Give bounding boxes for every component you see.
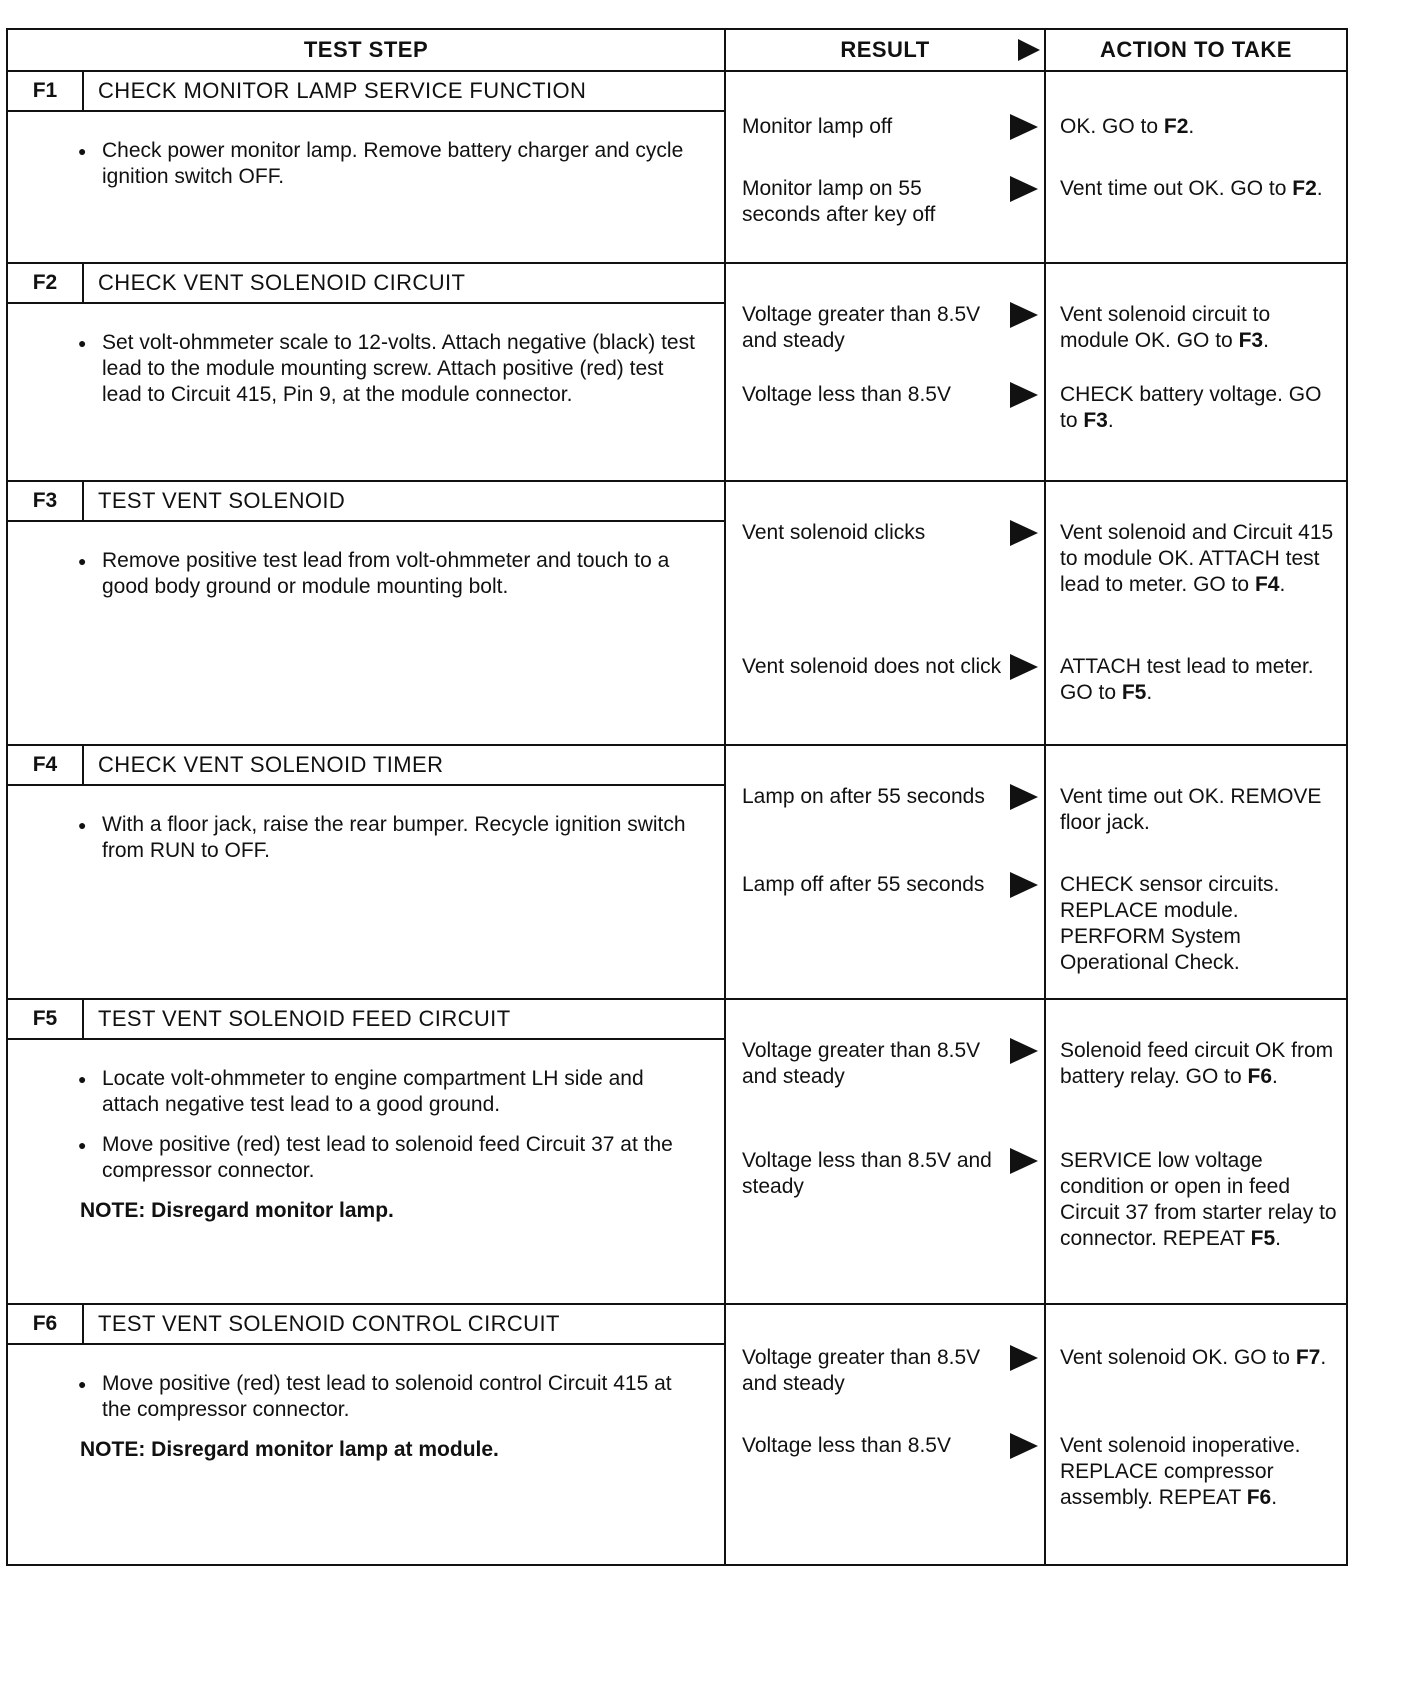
step-id: F3 — [8, 482, 84, 520]
result-item — [742, 176, 1004, 228]
action-item — [1060, 1148, 1340, 1252]
step-header — [8, 72, 724, 112]
arrow-right-icon — [1010, 114, 1038, 140]
goto-step: F2 — [1163, 115, 1189, 138]
action-item — [1060, 784, 1340, 836]
result-item — [742, 382, 1004, 408]
test-step-cell — [7, 1304, 725, 1565]
header-result-label: RESULT — [840, 37, 930, 62]
goto-step: F7 — [1295, 1346, 1321, 1369]
action-item — [1060, 1433, 1340, 1511]
arrow-right-icon — [1010, 520, 1038, 546]
action-cell — [1045, 1304, 1347, 1565]
action-text: CHECK sensor circuits. REPLACE module. PERFORM System Operational Check. — [1060, 873, 1280, 974]
step-instruction: ● Remove positive test lead from volt-ohmmeter and touch to a good body ground or module mounting bolt. — [102, 548, 706, 600]
step-title: CHECK VENT SOLENOID CIRCUIT — [98, 270, 466, 295]
table-row — [7, 481, 1347, 745]
table-row — [7, 1304, 1347, 1565]
step-body — [8, 1345, 724, 1483]
action-text: Vent time out OK. REMOVE floor jack. — [1060, 785, 1322, 834]
step-body — [8, 112, 724, 224]
step-note: NOTE: Disregard monitor lamp. — [80, 1199, 394, 1222]
result-text: Monitor lamp off — [742, 115, 893, 138]
result-text: Lamp off after 55 seconds — [742, 873, 985, 896]
step-id: F6 — [8, 1305, 84, 1343]
result-cell — [725, 71, 1045, 263]
header-test-step: TEST STEP — [7, 29, 725, 71]
action-cell — [1045, 745, 1347, 999]
goto-step: F4 — [1254, 573, 1280, 596]
step-body — [8, 1040, 724, 1244]
result-item — [742, 872, 1004, 898]
arrow-right-icon — [1010, 382, 1038, 408]
result-item — [742, 1148, 1004, 1200]
action-item — [1060, 1345, 1340, 1371]
step-header — [8, 1000, 724, 1040]
step-body — [8, 304, 724, 442]
result-item — [742, 1433, 1004, 1459]
diagnostic-table-page — [6, 28, 1346, 1566]
action-text: Solenoid feed circuit OK from battery relay. GO to — [1060, 1039, 1334, 1088]
step-instruction: ● Move positive (red) test lead to solenoid control Circuit 415 at the compressor connector. — [102, 1371, 706, 1423]
step-header — [8, 482, 724, 522]
action-tail: . — [1279, 573, 1286, 596]
step-title: CHECK VENT SOLENOID TIMER — [98, 752, 444, 777]
action-tail: . — [1146, 681, 1153, 704]
arrow-right-icon — [1010, 1038, 1038, 1064]
arrow-right-icon — [1010, 176, 1038, 202]
step-title: TEST VENT SOLENOID CONTROL CIRCUIT — [98, 1311, 560, 1336]
step-title: TEST VENT SOLENOID — [98, 488, 346, 513]
step-instruction: ● With a floor jack, raise the rear bumper. Recycle ignition switch from RUN to OFF. — [102, 812, 706, 864]
action-text: Vent solenoid and Circuit 415 to module OK. ATTACH test lead to meter. GO to — [1060, 521, 1334, 596]
action-tail: . — [1107, 409, 1114, 432]
result-item — [742, 520, 1004, 546]
step-header — [8, 1305, 724, 1345]
action-text: OK. GO to — [1060, 115, 1164, 138]
result-text: Lamp on after 55 seconds — [742, 785, 985, 808]
action-cell — [1045, 71, 1347, 263]
step-header — [8, 264, 724, 304]
step-title: TEST VENT SOLENOID FEED CIRCUIT — [98, 1006, 511, 1031]
test-step-cell — [7, 71, 725, 263]
action-text: SERVICE low voltage condition or open in feed Circuit 37 from starter relay to connector. REPEAT — [1060, 1149, 1337, 1250]
action-item — [1060, 520, 1340, 598]
result-text: Monitor lamp on 55 seconds after key off — [742, 177, 936, 226]
result-cell — [725, 999, 1045, 1304]
result-text: Voltage greater than 8.5V and steady — [742, 1346, 981, 1395]
result-text: Voltage greater than 8.5V and steady — [742, 1039, 981, 1088]
action-tail: . — [1272, 1065, 1278, 1088]
header-result — [725, 29, 1045, 71]
step-id: F4 — [8, 746, 84, 784]
action-text: Vent solenoid circuit to module OK. GO to — [1060, 303, 1271, 352]
arrow-right-icon — [1010, 1148, 1038, 1174]
table-row — [7, 71, 1347, 263]
action-item — [1060, 114, 1340, 140]
goto-step: F6 — [1246, 1486, 1272, 1509]
step-note: NOTE: Disregard monitor lamp at module. — [80, 1438, 499, 1461]
action-tail: . — [1263, 329, 1269, 352]
header-action: ACTION TO TAKE — [1045, 29, 1347, 71]
arrow-right-icon — [1010, 784, 1038, 810]
step-title: CHECK MONITOR LAMP SERVICE FUNCTION — [98, 78, 587, 103]
step-instruction: ● Check power monitor lamp. Remove battery charger and cycle ignition switch OFF. — [102, 138, 706, 190]
result-item — [742, 654, 1004, 680]
action-tail: . — [1188, 115, 1195, 138]
action-cell — [1045, 999, 1347, 1304]
test-step-cell — [7, 481, 725, 745]
action-item — [1060, 382, 1340, 434]
arrow-right-icon — [1010, 1433, 1038, 1459]
arrow-right-icon — [1010, 302, 1038, 328]
action-tail: . — [1275, 1227, 1282, 1250]
step-header — [8, 746, 724, 786]
result-cell — [725, 1304, 1045, 1565]
action-item — [1060, 176, 1340, 202]
table-row — [7, 263, 1347, 481]
arrow-right-icon — [1010, 654, 1038, 680]
step-instruction: ● Set volt-ohmmeter scale to 12-volts. Attach negative (black) test lead to the module mounting screw. Attach positive (red) test lead to Circuit 415, Pin 9, at the module connector. — [102, 330, 706, 408]
result-item — [742, 784, 1004, 810]
result-text: Vent solenoid does not click — [742, 655, 1002, 678]
result-item — [742, 1038, 1004, 1090]
action-text: Vent solenoid inoperative. REPLACE compressor assembly. REPEAT — [1060, 1434, 1301, 1509]
action-item — [1060, 654, 1340, 706]
goto-step: F2 — [1292, 177, 1317, 200]
result-text: Voltage less than 8.5V and steady — [742, 1149, 992, 1198]
result-cell — [725, 745, 1045, 999]
arrow-right-icon — [1010, 872, 1038, 898]
goto-step: F5 — [1121, 681, 1147, 704]
goto-step: F6 — [1247, 1065, 1273, 1088]
action-tail: . — [1271, 1486, 1278, 1509]
step-id: F5 — [8, 1000, 84, 1038]
result-text: Voltage greater than 8.5V and steady — [742, 303, 981, 352]
goto-step: F3 — [1083, 409, 1108, 432]
result-item — [742, 302, 1004, 354]
goto-step: F5 — [1250, 1227, 1276, 1250]
result-item — [742, 114, 1004, 140]
step-instruction: ● Locate volt-ohmmeter to engine compartment LH side and attach negative test lead to a good ground. — [102, 1066, 706, 1118]
table-header-row — [7, 29, 1347, 71]
action-text: CHECK battery voltage. GO to — [1060, 383, 1322, 432]
arrow-right-icon — [1010, 1345, 1038, 1371]
step-body — [8, 786, 724, 898]
step-body — [8, 522, 724, 634]
result-text: Vent solenoid clicks — [742, 521, 926, 544]
action-text: ATTACH test lead to meter. GO to — [1060, 655, 1314, 704]
result-cell — [725, 481, 1045, 745]
action-text: Vent time out OK. GO to — [1060, 177, 1293, 200]
test-step-cell — [7, 745, 725, 999]
action-item — [1060, 1038, 1340, 1090]
action-item — [1060, 872, 1340, 976]
action-item — [1060, 302, 1340, 354]
result-item — [742, 1345, 1004, 1397]
goto-step: F3 — [1238, 329, 1264, 352]
step-id: F2 — [8, 264, 84, 302]
table-row — [7, 999, 1347, 1304]
result-cell — [725, 263, 1045, 481]
action-cell — [1045, 481, 1347, 745]
result-text: Voltage less than 8.5V — [742, 383, 951, 406]
table-row — [7, 745, 1347, 999]
arrow-right-icon — [1018, 39, 1040, 61]
test-step-cell — [7, 263, 725, 481]
test-step-table — [6, 28, 1348, 1566]
result-text: Voltage less than 8.5V — [742, 1434, 951, 1457]
action-tail: . — [1320, 1346, 1327, 1369]
step-id: F1 — [8, 72, 84, 110]
step-instruction: ● Move positive (red) test lead to solenoid feed Circuit 37 at the compressor connector. — [102, 1132, 706, 1184]
action-cell — [1045, 263, 1347, 481]
test-step-cell — [7, 999, 725, 1304]
action-tail: . — [1316, 177, 1323, 200]
action-text: Vent solenoid OK. GO to — [1060, 1346, 1296, 1369]
